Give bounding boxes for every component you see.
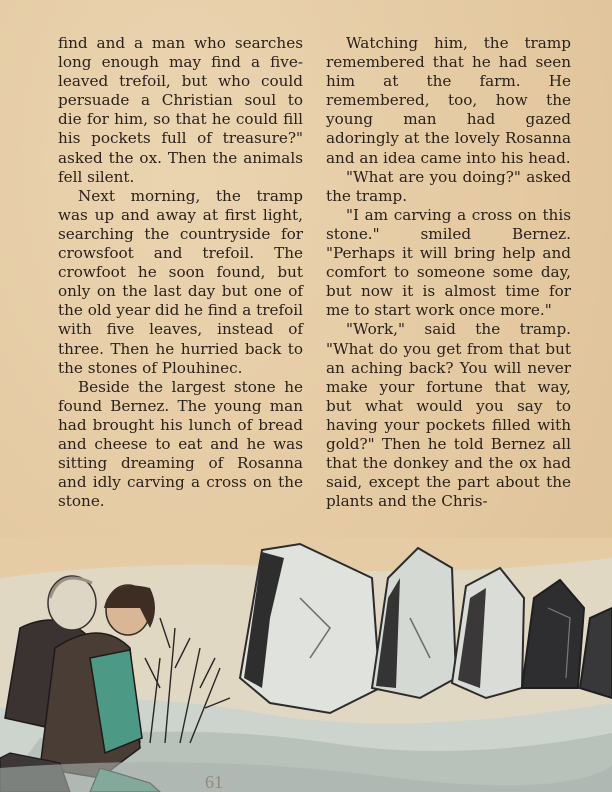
paragraph: "What are you doing?" asked the tramp. xyxy=(326,167,571,205)
paragraph: find and a man who searches long enough may find a five-leaved trefoil, but who could persuade a Christian soul to die for him, so that he could fill his pockets full of treasure?" asked the ox. Then the animals fell silent. xyxy=(58,34,303,186)
left-text-column xyxy=(58,34,303,511)
standing-stones-illustration xyxy=(0,538,612,792)
paragraph: Next morning, the tramp was up and away at first light, searching the countryside for crowsfoot and trefoil. The crowfoot he soon found, but only on the last day but one of the old year did he find a trefoil with five leaves, instead of three. Then he hurried back to the stones of Plouhinec. xyxy=(58,186,303,377)
paragraph: "Work," said the tramp. "What do you get from that but an aching back? You will never make your fortune that way, but what would you say to having your pockets filled with gold?" Then he told Bernez all that the donkey and the ox had said, except the part about the plants and the Chris- xyxy=(326,320,571,511)
right-text-column xyxy=(326,34,571,511)
page-number: 61 xyxy=(205,772,223,792)
paragraph: "I am carving a cross on this stone." smiled Bernez. "Perhaps it will bring help and comfort to someone some day, but now it is almost time for me to start work once more." xyxy=(326,205,571,320)
illustration xyxy=(0,538,612,792)
paragraph: Beside the largest stone he found Bernez. The young man had brought his lunch of bread and cheese to eat and he was sitting dreaming of Rosanna and idly carving a cross on the stone. xyxy=(58,377,303,511)
paragraph: Watching him, the tramp remembered that he had seen him at the farm. He remembered, too, how the young man had gazed adoringly at the lovely Rosanna and an idea came into his head. xyxy=(326,34,571,167)
